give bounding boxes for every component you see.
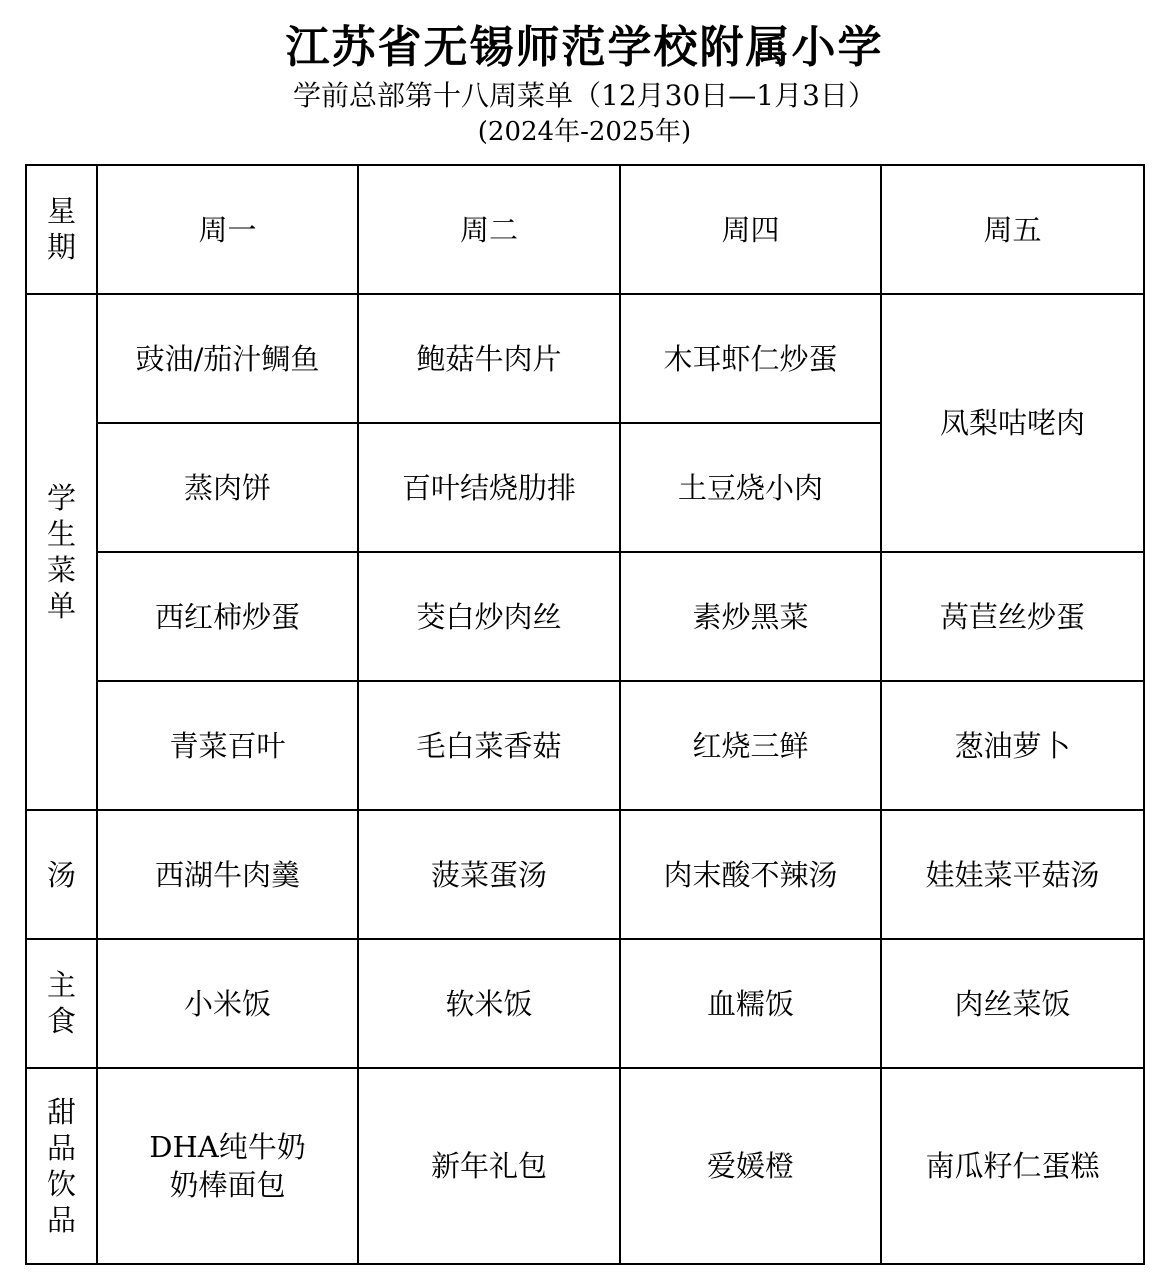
dish-cell: 素炒黑菜 xyxy=(620,552,881,681)
dessert-cell xyxy=(97,1068,358,1264)
dish-cell: 毛白菜香菇 xyxy=(358,681,620,810)
dish-cell: 豉油/茄汁鲷鱼 xyxy=(97,294,358,423)
weekday-label-cell xyxy=(26,165,97,294)
soup-cell: 西湖牛肉羹 xyxy=(97,810,358,939)
dessert-cell: 南瓜籽仁蛋糕 xyxy=(881,1068,1144,1264)
section-label: 汤 xyxy=(46,857,76,892)
dessert-cell: 新年礼包 xyxy=(358,1068,620,1264)
dish-cell-merged: 凤梨咕咾肉 xyxy=(881,294,1144,552)
section-soup xyxy=(26,810,97,939)
weekday-label: 星期 xyxy=(46,194,76,264)
section-student-dishes xyxy=(26,294,97,810)
table-row xyxy=(26,681,1144,810)
school-year: (2024年-2025年) xyxy=(477,117,692,147)
header-day-tue: 周二 xyxy=(358,165,620,294)
dish-cell: 木耳虾仁炒蛋 xyxy=(620,294,881,423)
dessert-row xyxy=(26,1068,1144,1264)
section-label: 主食 xyxy=(46,968,76,1038)
table-row xyxy=(26,294,1144,423)
soup-cell: 娃娃菜平菇汤 xyxy=(881,810,1144,939)
dish-cell: 蒸肉饼 xyxy=(97,423,358,552)
dish-cell: 西红柿炒蛋 xyxy=(97,552,358,681)
staple-cell: 血糯饭 xyxy=(620,939,881,1068)
weekly-menu-table xyxy=(25,164,1145,1265)
dish-cell: 百叶结烧肋排 xyxy=(358,423,620,552)
table-row xyxy=(26,552,1144,681)
header-day-mon: 周一 xyxy=(97,165,358,294)
dish-cell: 茭白炒肉丝 xyxy=(358,552,620,681)
dish-cell: 红烧三鲜 xyxy=(620,681,881,810)
dessert-item: DHA纯牛奶 xyxy=(149,1130,306,1164)
dessert-cell: 爱媛橙 xyxy=(620,1068,881,1264)
soup-row xyxy=(26,810,1144,939)
section-label: 学生菜单 xyxy=(46,480,76,623)
staple-cell: 肉丝菜饭 xyxy=(881,939,1144,1068)
soup-cell: 菠菜蛋汤 xyxy=(358,810,620,939)
soup-cell: 肉末酸不辣汤 xyxy=(620,810,881,939)
header-day-thu: 周四 xyxy=(620,165,881,294)
dish-cell: 葱油萝卜 xyxy=(881,681,1144,810)
staple-row xyxy=(26,939,1144,1068)
dish-cell: 莴苣丝炒蛋 xyxy=(881,552,1144,681)
staple-cell: 小米饭 xyxy=(97,939,358,1068)
dish-cell: 土豆烧小肉 xyxy=(620,423,881,552)
dessert-item: 奶棒面包 xyxy=(169,1168,286,1202)
section-dessert xyxy=(26,1068,97,1264)
dish-cell: 鲍菇牛肉片 xyxy=(358,294,620,423)
header-row xyxy=(26,165,1144,294)
section-staple xyxy=(26,939,97,1068)
page-title: 江苏省无锡师范学校附属小学 xyxy=(285,22,884,73)
section-label: 甜品饮品 xyxy=(46,1094,76,1237)
menu-subtitle: 学前总部第十八周菜单（12月30日—1月3日） xyxy=(293,79,876,112)
dish-cell: 青菜百叶 xyxy=(97,681,358,810)
staple-cell: 软米饭 xyxy=(358,939,620,1068)
header-day-fri: 周五 xyxy=(881,165,1144,294)
